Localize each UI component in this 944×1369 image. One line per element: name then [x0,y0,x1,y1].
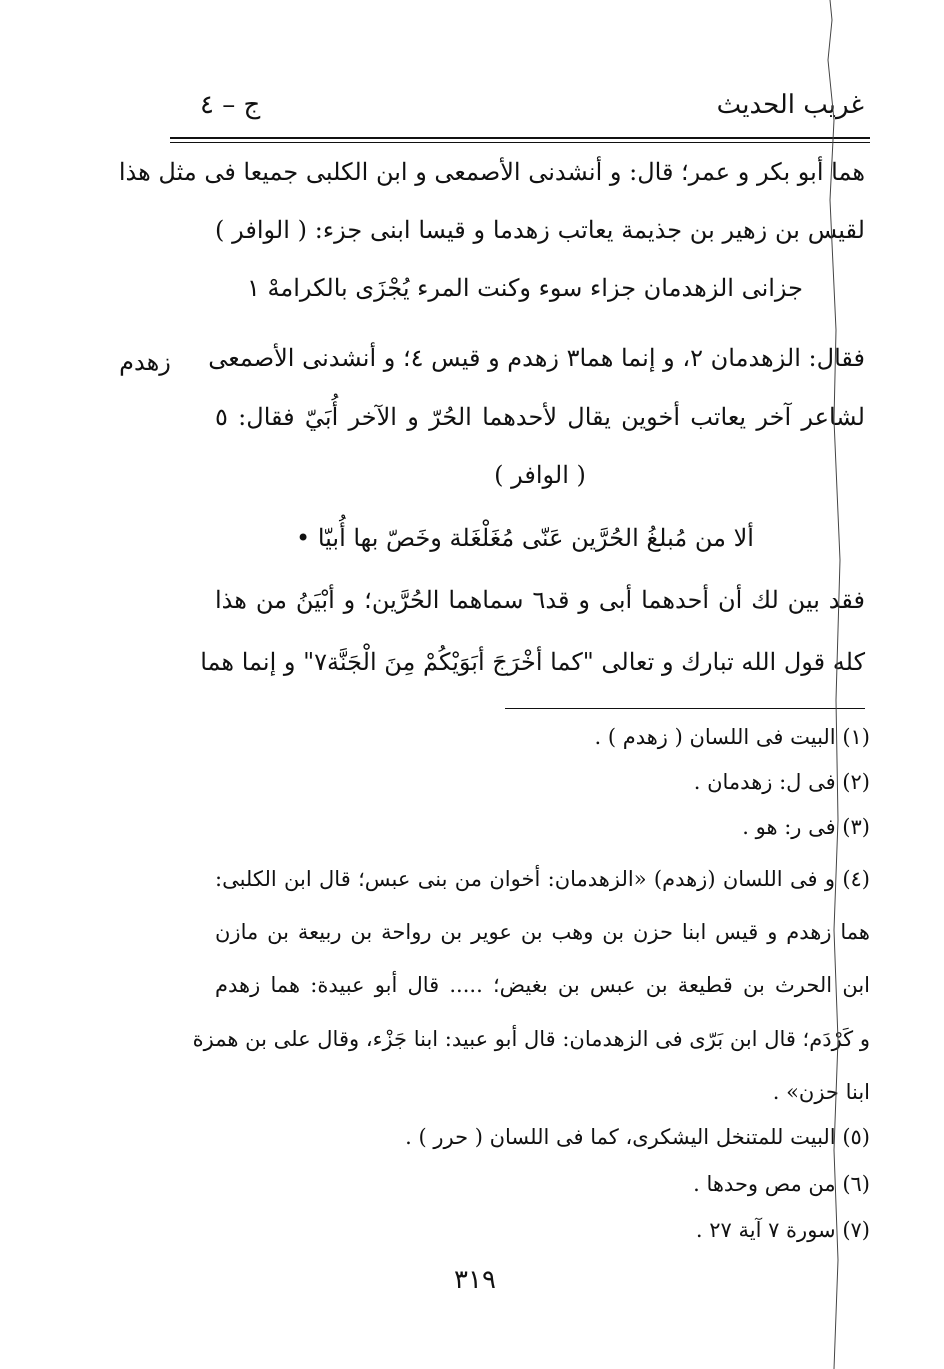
body-line-1: هما أبو بكر و عمر؛ قال: و أنشدنى الأصمعى و ابن الكلبى جميعا فى مثل هذا [118,158,865,186]
footnote-5: (٥) البيت للمتنخل اليشكرى، كما فى اللسان ( حرر ) . [405,1125,870,1149]
footnote-3: (٣) فى ر: هو . [742,815,870,839]
scan-crease-line [800,0,860,1369]
volume-label: ج – ٤ [200,90,261,120]
footnote-7: (٧) سورة ٧ آية ٢٧ . [695,1218,870,1242]
header-rule-thin [170,142,870,143]
page-number: ٣١٩ [454,1265,496,1295]
book-title: غريب الحديث [716,90,864,120]
footnote-1: (١) البيت فى اللسان ( زهدم ) . [594,725,870,749]
body-line-4: لشاعر آخر يعاتب أخوين يقال لأحدهما الحُرّ و الآخر أُبَيّ فقال: ٥ [215,403,865,431]
body-line-5: فقد بين لك أن أحدهما أبى و قد٦ سماهما الحُرَّين؛ و أبْيَنُ من هذا [215,586,866,614]
footnote-4-line-2: هما زهدم و قيس ابنا حزن بن وهب بن عوير بن رواحة بن ربيعة بن مازن [215,920,870,944]
verse-line-2: ألا من مُبلغُ الحُرَّين عَنّى مُغَلْغَلة وخَصّ بها أُبيّا • [296,524,754,552]
meter-label: ( الوافر ) [494,461,586,489]
verse-line-1: جزانى الزهدمان جزاء سوء وكنت المرء يُجْزَى بالكرامهْ ١ [246,274,804,302]
margin-note: زهدم [119,348,171,376]
footnote-4-line-3: ابن الحرث بن قطيعة بن عبس بن بغيض؛ ..... قال أبو عبيدة: هما زهدم [215,973,870,997]
footnote-6: (٦) من مص وحدها . [693,1172,870,1196]
footnote-4-line-4: و كَرْدَم؛ قال ابن بَرّى فى الزهدمان: قال أبو عبيد: ابنا جَزْء، وقال على بن همزة [192,1027,870,1051]
body-line-3: فقال: الزهدمان ٢، و إنما هما٣ زهدم و قيس ٤؛ و أنشدنى الأصمعى [208,344,865,372]
body-line-2: لقيس بن زهير بن جذيمة يعاتب زهدما و قيسا ابنى جزء: ( الوافر ) [215,216,865,244]
footnote-4-line-1: (٤) و فى اللسان (زهدم) «الزهدمان: أخوان من بنى عبس؛ قال ابن الكلبى: [215,867,870,891]
running-header [170,88,870,132]
footnote-2: (٢) فى ل: زهدمان . [693,770,870,794]
header-rule-thick [170,137,870,139]
footnote-4-line-5: ابنا حزن» . [772,1080,870,1104]
body-line-6: كله قول الله تبارك و تعالى "كما أخْرَجَ أبَوَيْكُمْ مِنَ الْجَنَّة٧" و إنما هما [200,648,865,676]
